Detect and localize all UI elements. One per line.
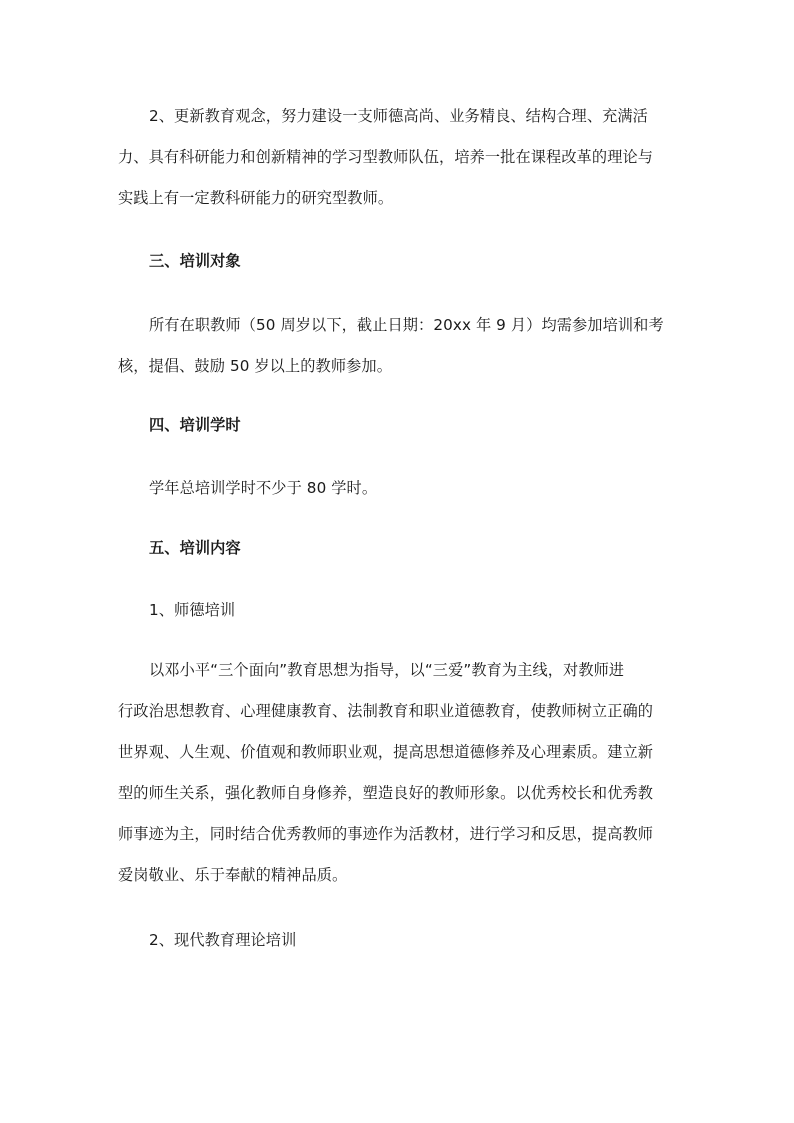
subheading-modern-education-theory: 2、现代教育理论培训 [149,931,297,949]
paragraph-line: 核，提倡、鼓励 50 岁以上的教师参加。 [118,357,392,375]
paragraph-line: 师事迹为主，同时结合优秀教师的事迹作为活教材，进行学习和反思，提高教师 [118,825,654,843]
paragraph-ethics-training [118,650,678,896]
section-heading-training-hours: 四、培训学时 [149,416,241,434]
paragraph-line: 行政治思想教育、心理健康教育、法制教育和职业道德教育，使教师树立正确的 [118,702,654,720]
paragraph-line: 型的师生关系，强化教师自身修养，塑造良好的教师形象。以优秀校长和优秀教 [118,784,654,802]
paragraph-goal-2 [118,96,678,219]
paragraph-line: 所有在职教师（50 周岁以下，截止日期：20xx 年 9 月）均需参加培训和考 [149,316,664,334]
paragraph-line: 力、具有科研能力和创新精神的学习型教师队伍，培养一批在课程改革的理论与 [118,148,654,166]
paragraph-line: 爱岗敬业、乐于奉献的精神品质。 [118,866,348,884]
paragraph-line: 实践上有一定教科研能力的研究型教师。 [118,189,394,207]
paragraph-line: 世界观、人生观、价值观和教师职业观，提高思想道德修养及心理素质。建立新 [118,743,654,761]
paragraph-training-target [118,305,678,387]
paragraph-line: 以邓小平“三个面向”教育思想为指导，以“三爱”教育为主线，对教师进 [149,661,625,679]
section-heading-training-content: 五、培训内容 [149,539,241,557]
paragraph-line: 2、更新教育观念，努力建设一支师德高尚、业务精良、结构合理、充满活 [149,107,648,125]
paragraph-training-hours: 学年总培训学时不少于 80 学时。 [149,479,378,497]
section-heading-training-target: 三、培训对象 [149,252,241,270]
subheading-ethics-training: 1、师德培训 [149,601,236,619]
